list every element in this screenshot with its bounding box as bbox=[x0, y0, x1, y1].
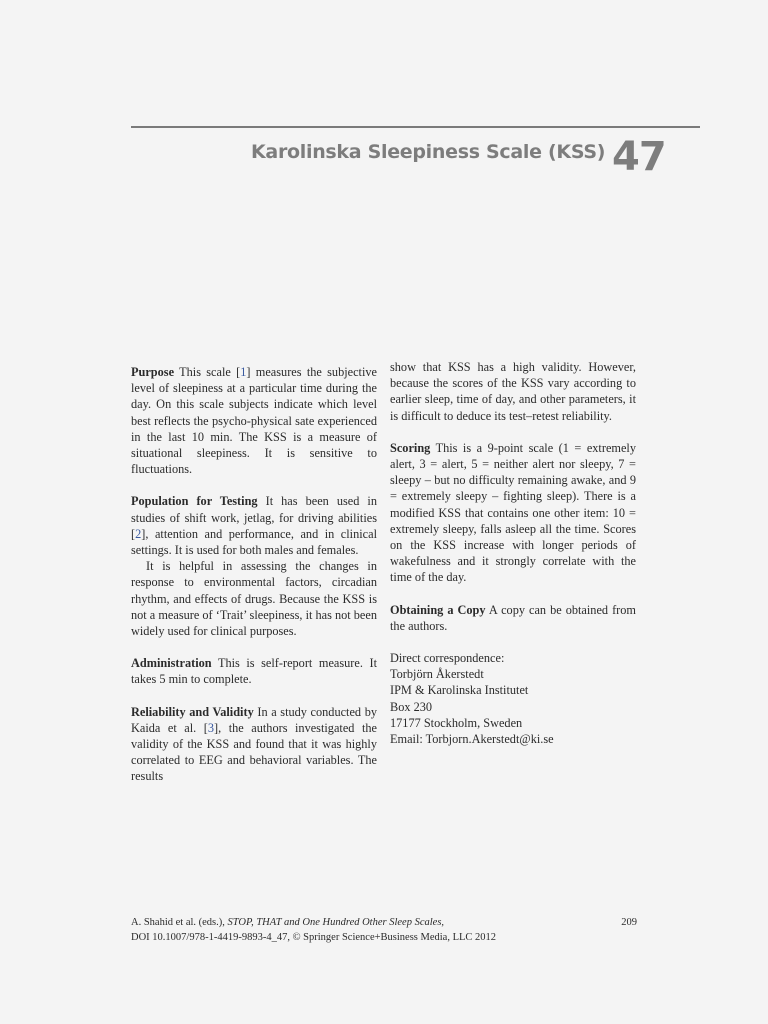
footer-doi: DOI 10.1007/978-1-4419-9893-4_47, © Springer Science+Business Media, LLC 2012 bbox=[131, 932, 497, 943]
correspondence-block bbox=[390, 650, 636, 747]
reliability-paragraph: Reliability and Validity In a study conducted by Kaida et al. [3], the authors investigated the validity of the KSS and found that it was highly correlated to EEG and behavioral variables. The results bbox=[131, 704, 377, 784]
citation-link[interactable]: 2 bbox=[135, 526, 142, 541]
page-footer bbox=[131, 915, 637, 945]
footer-citation: A. Shahid et al. (eds.), STOP, THAT and One Hundred Other Sleep Scales, bbox=[131, 917, 445, 928]
correspondence-name: Torbjörn Åkerstedt bbox=[390, 667, 484, 682]
population-paragraph-2: It is helpful in assessing the changes in response to environmental factors, circadian rhythm, and effects of drugs. Because the KSS is not a measure of ‘Trait’ sleepiness, it has not been widely used for clinical purposes. bbox=[131, 559, 377, 639]
correspondence-city: 17177 Stockholm, Sweden bbox=[390, 715, 523, 730]
correspondence-label: Direct correspondence: bbox=[390, 651, 505, 666]
header-rule bbox=[131, 126, 700, 128]
left-column bbox=[131, 364, 377, 785]
reliability-continuation: show that KSS has a high validity. However, because the scores of the KSS vary according to earlier sleep, time of day, and other parameters, it is difficult to deduce its test–retest reliability. bbox=[390, 360, 636, 423]
purpose-paragraph: Purpose This scale [1] measures the subjective level of sleepiness at a particular time during the day. On this scale subjects indicate which level best reflects the psycho-physical sate experienced in the last 10 min. The KSS is a measure of situational sleepiness. It is sensitive to fluctuations. bbox=[131, 365, 377, 477]
correspondence-email[interactable]: Email: Torbjorn.Akerstedt@ki.se bbox=[390, 732, 554, 747]
population-paragraph: Population for Testing It has been used in studies of shift work, jetlag, for driving abilities [2], attention and performance, and in clinical settings. It is used for both males and females. bbox=[131, 494, 377, 558]
administration-paragraph: Administration This is self-report measure. It takes 5 min to complete. bbox=[131, 656, 377, 687]
reliability-heading: Reliability and Validity bbox=[131, 704, 254, 719]
scoring-paragraph: Scoring This is a 9-point scale (1 = extremely alert, 3 = alert, 5 = neither alert nor sleepy, 7 = sleepy – but no difficulty remaining awake, and 9 = extremely sleepy – fighting sleep). There is a modified KSS that contains one other item: 10 = extremely sleepy, falls asleep all the time. Scores on the KSS increase with longer periods of wakefulness and it strongly correlate with the time of the day. bbox=[390, 440, 636, 585]
citation-link[interactable]: 3 bbox=[207, 720, 215, 735]
right-column bbox=[390, 359, 636, 747]
correspondence-institution: IPM & Karolinska Institutet bbox=[390, 683, 529, 698]
correspondence-box: Box 230 bbox=[390, 699, 433, 714]
scoring-heading: Scoring bbox=[390, 440, 431, 455]
page-number: 209 bbox=[621, 917, 637, 928]
citation-link[interactable]: 1 bbox=[240, 365, 247, 379]
population-heading: Population for Testing bbox=[131, 494, 258, 509]
book-title: STOP, THAT and One Hundred Other Sleep Scales, bbox=[227, 917, 445, 928]
chapter-title: Karolinska Sleepiness Scale (KSS) bbox=[251, 141, 606, 163]
obtaining-paragraph: Obtaining a Copy A copy can be obtained from the authors. bbox=[390, 602, 636, 633]
chapter-number: 47 bbox=[612, 134, 666, 180]
administration-heading: Administration bbox=[131, 656, 212, 671]
obtaining-heading: Obtaining a Copy bbox=[390, 602, 486, 617]
purpose-heading: Purpose bbox=[131, 365, 175, 379]
